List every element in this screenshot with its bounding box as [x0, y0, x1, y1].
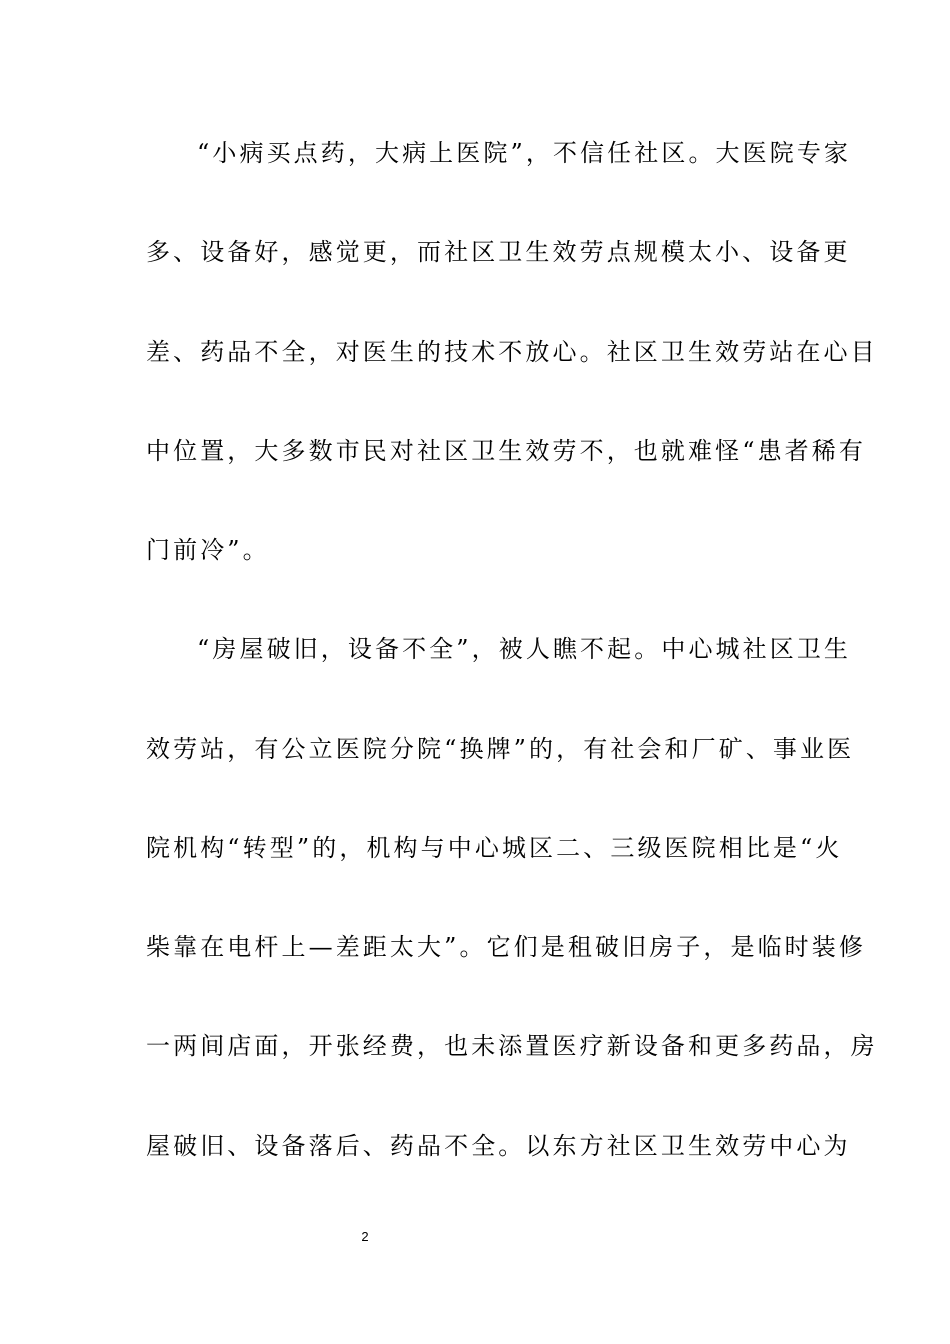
paragraph-2-line-6: 屋破旧、设备落后、药品不全。以东方社区卫生效劳中心为 [146, 1132, 851, 1160]
paragraph-2-line-2: 效劳站，有公立医院分院“换牌”的，有社会和厂矿、事业医 [146, 735, 855, 763]
paragraph-1-line-4: 中位置，大多数市民对社区卫生效劳不，也就难怪“患者稀有 [146, 437, 866, 465]
paragraph-1-line-5: 门前冷”。 [146, 536, 270, 564]
paragraph-2-line-3: 院机构“转型”的，机构与中心城区二、三级医院相比是“火 [146, 834, 843, 862]
page-number: 2 [361, 1229, 369, 1244]
paragraph-1-line-3: 差、药品不全，对医生的技术不放心。社区卫生效劳站在心目 [146, 338, 878, 366]
paragraph-2-line-4: 柴靠在电杆上—差距太大”。它们是租破旧房子，是临时装修 [146, 933, 866, 961]
paragraph-2-line-5: 一两间店面，开张经费，也未添置医疗新设备和更多药品，房 [146, 1032, 878, 1060]
paragraph-1-line-2: 多、设备好，感觉更，而社区卫生效劳点规模太小、设备更 [146, 238, 851, 266]
paragraph-1-line-1: “小病买点药，大病上医院”，不信任社区。大医院专家 [197, 139, 852, 167]
paragraph-2-line-1: “房屋破旧，设备不全”，被人瞧不起。中心城社区卫生 [197, 635, 852, 663]
